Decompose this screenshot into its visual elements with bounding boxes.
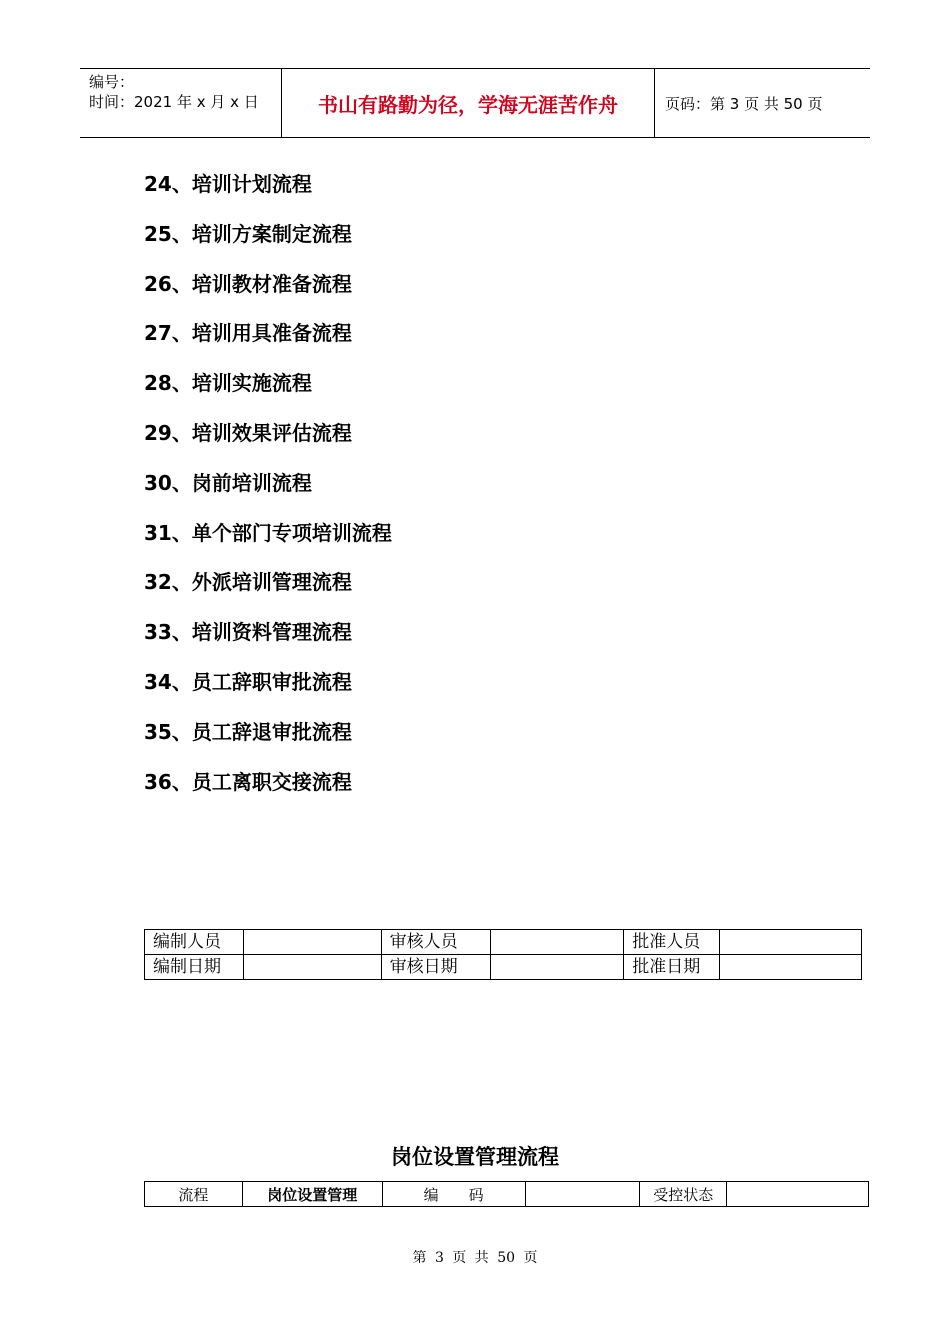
process-label: 流程 [145,1182,243,1207]
prepared-by-value [243,930,381,955]
table-row [145,1182,869,1207]
reviewed-by-value [490,930,624,955]
header-page-info: 页码：第 3 页 共 50 页 [665,94,823,113]
toc-item: 31、单个部门专项培训流程 [144,520,392,545]
toc-item: 32、外派培训管理流程 [144,570,352,595]
table-row [145,955,862,980]
toc-item: 33、培训资料管理流程 [144,620,352,645]
approved-date-label: 批准日期 [624,955,720,980]
control-status-value [727,1182,869,1207]
section-title: 岗位设置管理流程 [391,1145,559,1169]
code-value [525,1182,640,1207]
toc-item: 25、培训方案制定流程 [144,221,352,246]
toc-item: 27、培训用具准备流程 [144,321,352,346]
reviewed-by-label: 审核人员 [381,930,490,955]
approved-date-value [720,955,862,980]
document-date-label: 时间：2021 年 x 月 x 日 [89,93,259,111]
prepared-by-label: 编制人员 [145,930,244,955]
reviewed-date-value [490,955,624,980]
toc-item: 34、员工辞职审批流程 [144,669,352,694]
page-footer: 第 3 页 共 50 页 [412,1250,538,1266]
toc-item: 24、培训计划流程 [144,172,312,196]
header-meta [80,69,282,137]
process-info-table [144,1181,869,1207]
code-label: 编 码 [382,1182,525,1207]
header-motto: 书山有路勤为径，学海无涯苦作舟 [282,69,655,137]
toc-item: 26、培训教材准备流程 [144,271,352,296]
table-row [145,930,862,955]
toc-item: 30、岗前培训流程 [144,470,312,495]
toc-item: 35、员工辞退审批流程 [144,719,352,744]
toc-item: 36、员工离职交接流程 [144,769,352,794]
toc-item: 29、培训效果评估流程 [144,420,352,445]
control-status-label: 受控状态 [640,1182,727,1207]
prepared-date-label: 编制日期 [145,955,244,980]
prepared-date-value [243,955,381,980]
toc-list [144,169,392,816]
process-name: 岗位设置管理 [242,1182,382,1207]
document-number-label: 编号： [89,73,135,91]
signoff-table [144,929,862,980]
toc-item: 28、培训实施流程 [144,371,312,396]
approved-by-value [720,930,862,955]
approved-by-label: 批准人员 [624,930,720,955]
page-header [80,68,870,138]
reviewed-date-label: 审核日期 [381,955,490,980]
